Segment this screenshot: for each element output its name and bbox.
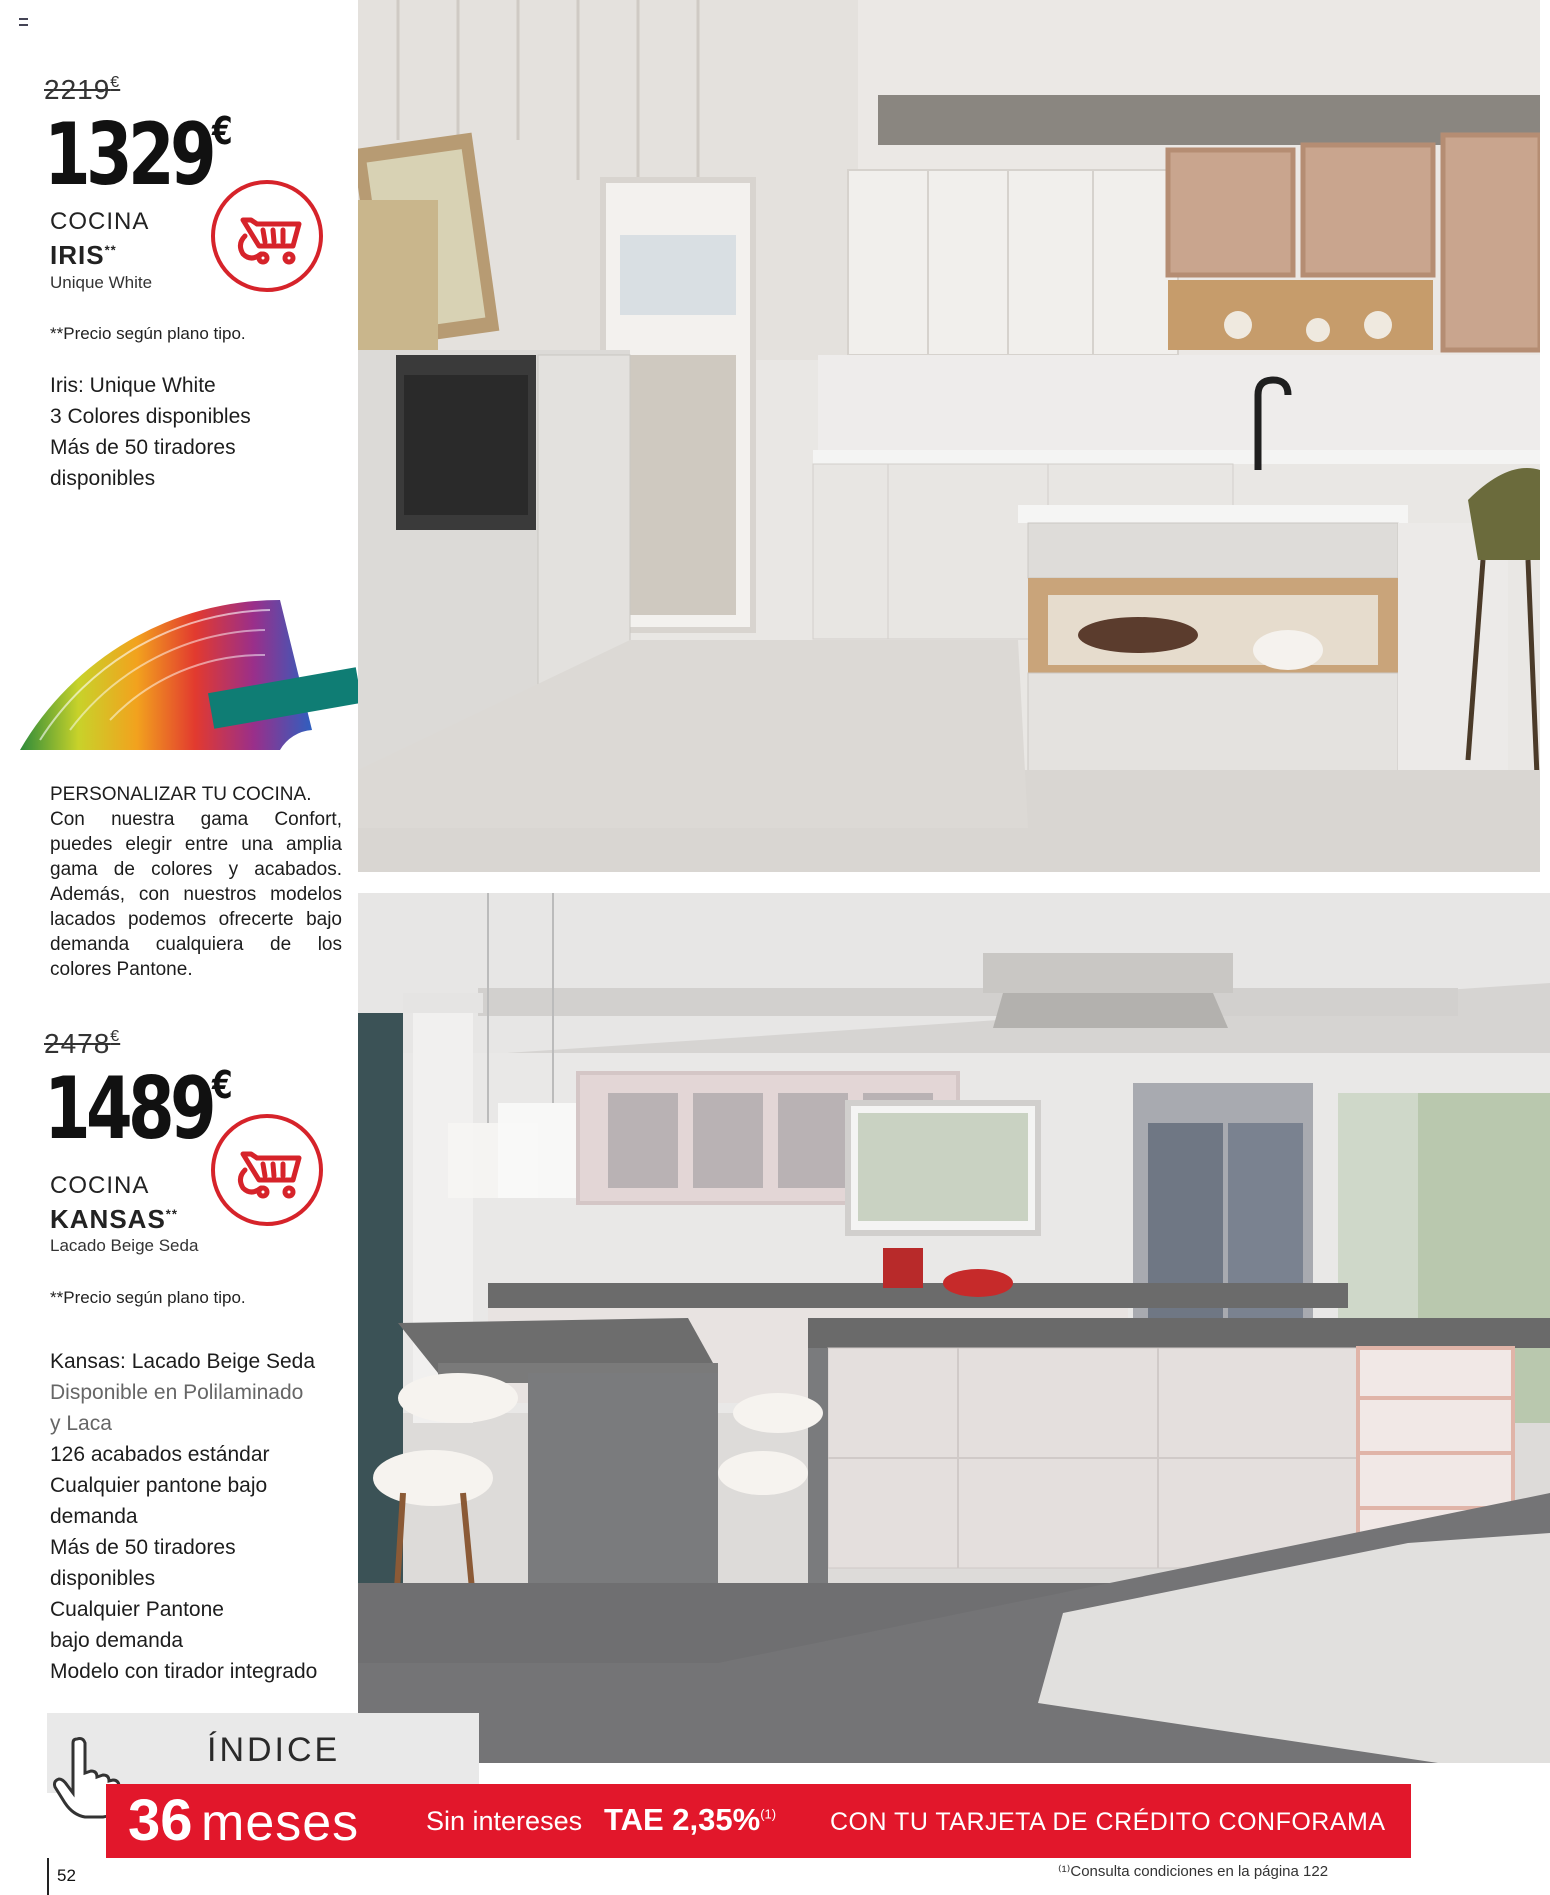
product-kind: COCINA xyxy=(50,1172,150,1199)
promo-months-number: 36 xyxy=(128,1788,193,1853)
product-finish: Lacado Beige Seda xyxy=(50,1236,199,1255)
spec-item: Kansas: Lacado Beige Seda xyxy=(50,1350,316,1373)
old-price-value: 2478 xyxy=(44,1028,111,1059)
product-name-iris xyxy=(50,240,117,271)
index-button[interactable] xyxy=(47,1713,479,1793)
new-price-kansas xyxy=(44,1059,233,1159)
spec-item: Disponible en Polilaminado xyxy=(50,1381,304,1404)
new-price-iris xyxy=(44,105,233,205)
kitchen-photo-kansas xyxy=(358,893,1550,1763)
color-fan-icon xyxy=(20,560,365,760)
new-price-value: 1329 xyxy=(44,105,212,205)
promo-tae-value: TAE 2,35% xyxy=(604,1802,761,1837)
price-note: **Precio según plano tipo. xyxy=(50,1288,246,1307)
old-price-currency: € xyxy=(110,74,121,91)
spec-item: bajo demanda xyxy=(50,1629,184,1652)
promo-tae-mark: (1) xyxy=(760,1806,777,1822)
price-note: **Precio según plano tipo. xyxy=(50,324,246,343)
product-name-kansas xyxy=(50,1204,178,1235)
personalize-block xyxy=(50,782,342,982)
spec-item: Cualquier Pantone xyxy=(50,1598,224,1621)
product-name-mark: ** xyxy=(104,242,117,258)
add-to-cart-button-kansas[interactable] xyxy=(211,1114,323,1226)
spec-item: y Laca xyxy=(50,1412,112,1435)
spec-item: 126 acabados estándar xyxy=(50,1443,270,1466)
product-name-mark: ** xyxy=(165,1206,178,1222)
spec-item: disponibles xyxy=(50,1567,156,1590)
spec-list-iris xyxy=(50,370,251,494)
new-price-currency: € xyxy=(211,109,233,153)
product-name: KANSAS xyxy=(50,1204,166,1234)
page-number-divider xyxy=(47,1858,49,1895)
promo-tae xyxy=(604,1802,776,1838)
product-kind: COCINA xyxy=(50,208,150,235)
financing-banner[interactable] xyxy=(106,1784,1411,1858)
new-price-currency: € xyxy=(211,1063,233,1107)
spec-item: Iris: Unique White xyxy=(50,374,216,397)
cart-icon xyxy=(215,184,319,288)
old-price-value: 2219 xyxy=(44,74,111,105)
promo-card-text: CON TU TARJETA DE CRÉDITO CONFORAMA xyxy=(830,1808,1386,1836)
personalize-body: Con nuestra gama Confort, puedes elegir entre una amplia gama de colores y acabados. Además, con nuestros modelos lacados podemos ofrecerte bajo demanda cualquiera de los colores Pantone. xyxy=(50,809,342,980)
kitchen-photo-iris xyxy=(358,0,1540,872)
product-name: IRIS xyxy=(50,240,105,270)
new-price-value: 1489 xyxy=(44,1059,212,1159)
spec-item: disponibles xyxy=(50,467,156,490)
personalize-heading: PERSONALIZAR TU COCINA. xyxy=(50,784,312,805)
spec-item: Modelo con tirador integrado xyxy=(50,1660,318,1683)
add-to-cart-button-iris[interactable] xyxy=(211,180,323,292)
promo-no-interest: Sin intereses xyxy=(426,1806,583,1836)
spec-item: Cualquier pantone bajo xyxy=(50,1474,268,1497)
spec-item: 3 Colores disponibles xyxy=(50,405,251,428)
spec-item: demanda xyxy=(50,1505,138,1528)
cart-icon xyxy=(215,1118,319,1222)
index-label: ÍNDICE xyxy=(207,1731,341,1769)
menu-icon[interactable] xyxy=(19,18,28,26)
product-finish: Unique White xyxy=(50,273,153,292)
page-number: 52 xyxy=(57,1866,76,1885)
promo-months-word: meses xyxy=(201,1794,360,1852)
footnote: ⁽¹⁾Consulta condiciones en la página 122 xyxy=(1058,1863,1329,1880)
old-price-currency: € xyxy=(110,1028,121,1045)
spec-list-kansas xyxy=(50,1346,317,1687)
spec-item: Más de 50 tiradores xyxy=(50,436,236,459)
old-price-kansas xyxy=(44,1028,120,1060)
old-price-iris xyxy=(44,74,120,106)
spec-item: Más de 50 tiradores xyxy=(50,1536,236,1559)
